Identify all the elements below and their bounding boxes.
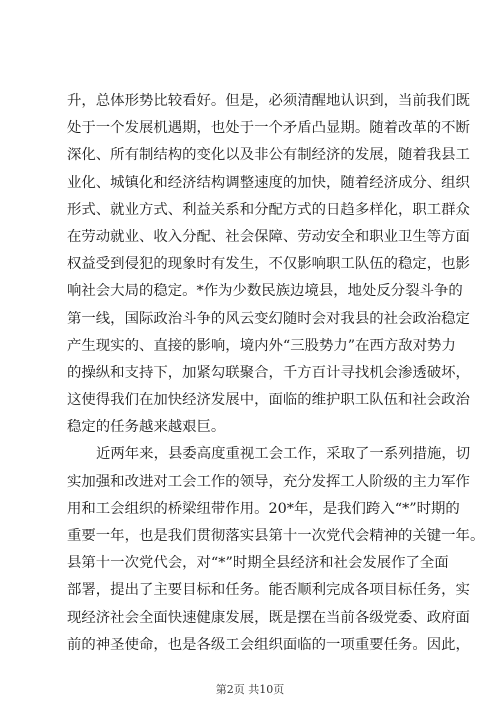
text-line: 近两年来，县委高度重视工会工作，采取了一系列措施，切 [96,446,471,463]
text-line: 在劳动就业、收入分配、社会保障、劳动安全和职业卫生等方面 [67,228,470,245]
page-number: 第2页 共10页 [215,683,285,696]
text-line: 前的神圣使命，也是各级工会组织面临的一项重要任务。因此， [67,636,470,653]
text-line: 响社会大局的稳定。*作为少数民族边境县，地处反分裂斗争的 [67,283,463,300]
text-line: 县第十一次党代会，对“*”时期全县经济和社会发展作了全面 [67,555,449,572]
text-line: 部署，提出了主要目标和任务。能否顺利完成各项目标任务，实 [67,582,470,599]
text-line: 这使得我们在加快经济发展中，面临的维护职工队伍和社会政治 [67,392,470,409]
text-line: 业化、城镇化和经济结构调整速度的加快，随着经济成分、组织 [67,174,470,191]
text-line: 的操纵和支持下，加紧勾联聚合，千方百计寻找机会渗透破坏， [67,364,470,381]
page-footer [0,681,500,697]
text-line: 产生现实的、直接的影响，境内外“三股势力”在西方敌对势力 [67,337,456,354]
text-line: 稳定的任务越来越艰巨。 [67,419,226,436]
text-line: 用和工会组织的桥梁纽带作用。20*年，是我们跨入“*”时期的 [67,500,460,517]
paragraph-1 [67,88,470,441]
text-line: 深化、所有制结构的变化以及非公有制经济的发展，随着我县工 [67,147,470,164]
text-line: 形式、就业方式、利益关系和分配方式的日趋多样化，职工群众 [67,201,470,218]
text-line: 第一线，国际政治斗争的风云变幻随时会对我县的社会政治稳定 [67,310,470,327]
text-line: 实加强和改进对工会工作的领导，充分发挥工人阶级的主力军作 [67,473,470,490]
text-line: 现经济社会全面快速健康发展，既是摆在当前各级党委、政府面 [67,609,470,626]
text-line: 权益受到侵犯的现象时有发生，不仅影响职工队伍的稳定，也影 [67,256,470,273]
paragraph-2 [67,441,485,659]
text-line: 升，总体形势比较看好。但是，必须清醒地认识到，当前我们既 [67,93,470,109]
body-text [67,88,485,659]
text-line: 处于一个发展机遇期，也处于一个矛盾凸显期。随着改革的不断 [67,120,470,137]
text-line: 重要一年，也是我们贯彻落实县第十一次党代会精神的关键一年。 [67,528,485,544]
